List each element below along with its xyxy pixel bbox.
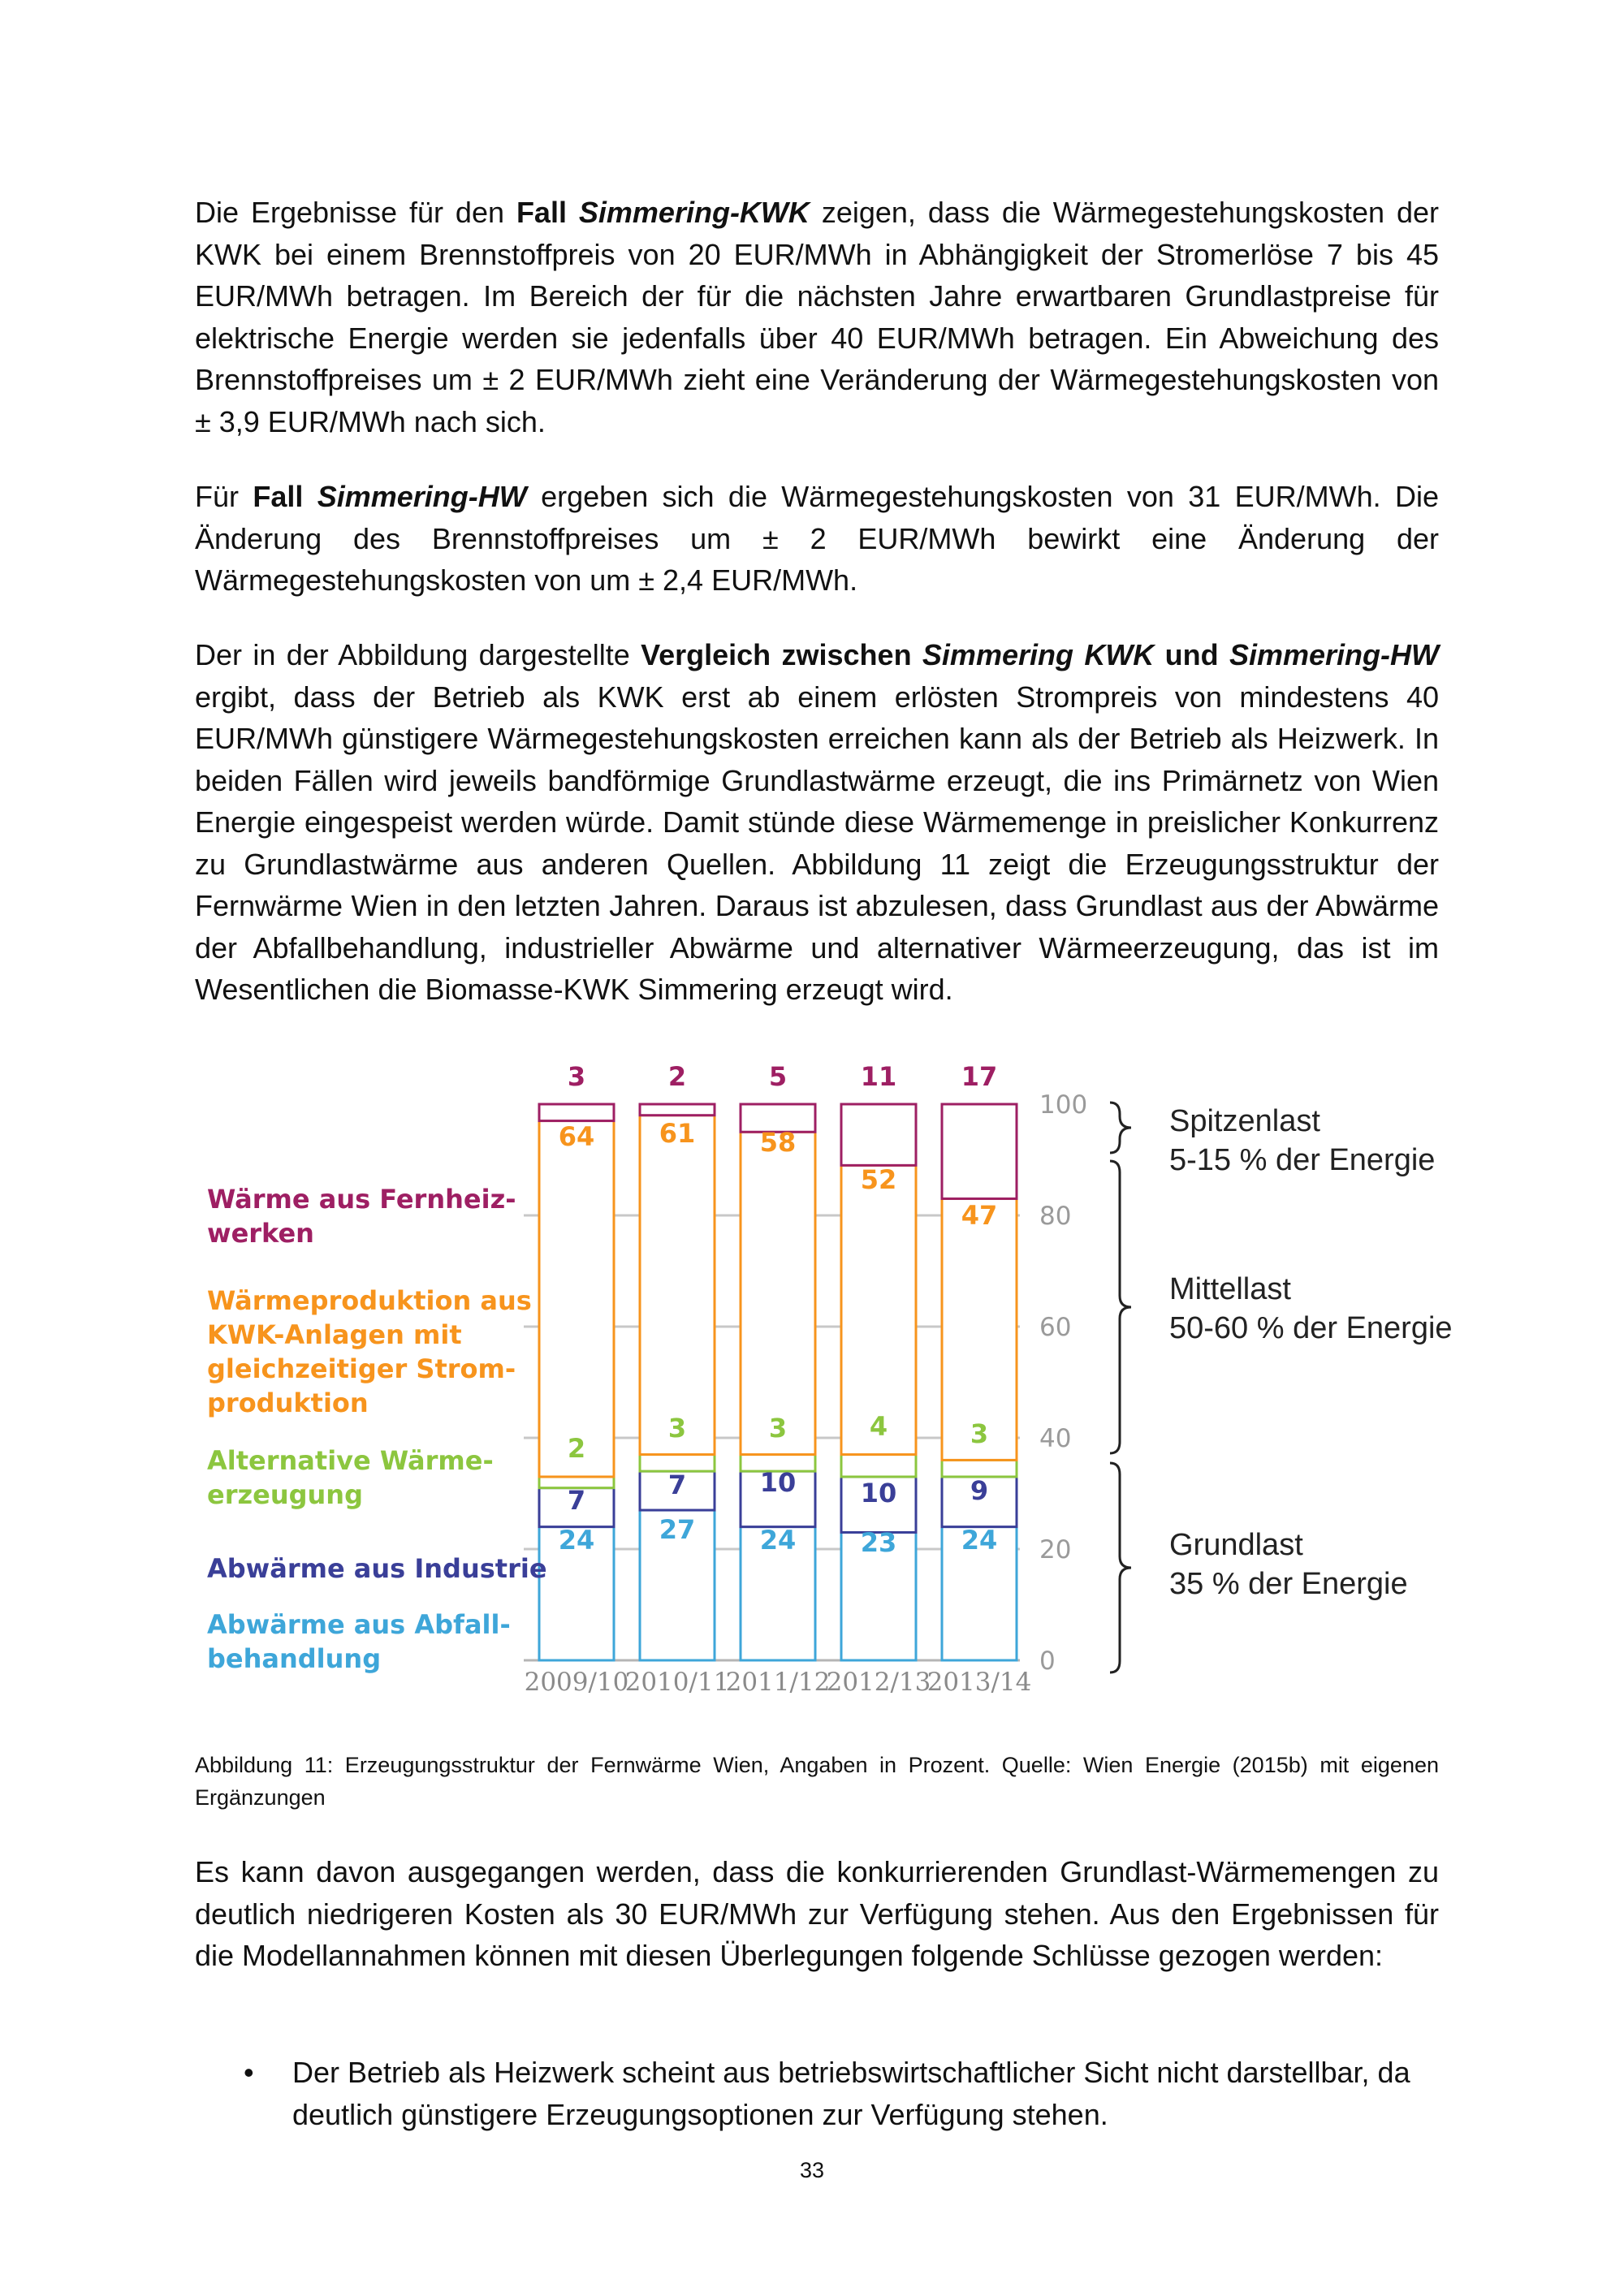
value-label: 23 <box>860 1527 897 1558</box>
legend-label: KWK-Anlagen mit <box>207 1319 462 1350</box>
brace-grundlast <box>1110 1463 1131 1672</box>
bar-segment <box>640 1104 715 1116</box>
value-label: 3 <box>667 1413 687 1444</box>
legend-label: Wärmeproduktion aus <box>207 1285 532 1316</box>
text: ergibt, dass der Betrieb als KWK erst ab einem erlösten Strompreis von mindestens 40 EUR/MWh günstigere Wärmegestehungskosten erreichen kann als der Betrieb als Heizwerk. In beiden Fällen wird jeweils bandförmige Grundlastwärme erzeugt, die ins Primärnetz von Wien Energie eingespeist werden würde. Damit stünde diese Wärmemenge in preislicher Konkurrenz zu Grundlastwärme aus anderen Quellen. Abbildung 11 zeigt die Erzeugungsstruktur der Fernwärme Wien in den letzten Jahren. Daraus ist abzulesen, dass Grundlast aus der Abwärme der Abfallbehandlung, industrieller Abwärme und alternativer Wärmeerzeugung, das ist im Wesentlichen die Biomasse-KWK Simmering erzeugt wird. <box>195 680 1439 1006</box>
legend-label: Wärme aus Fernheiz- <box>207 1184 516 1215</box>
value-label: 3 <box>970 1418 989 1449</box>
value-label: 2 <box>667 1061 687 1092</box>
value-label: 9 <box>970 1475 989 1506</box>
legend-label: Abwärme aus Abfall- <box>207 1609 511 1640</box>
annotation-title: Spitzenlast <box>1169 1104 1320 1138</box>
legend-label: produktion <box>207 1388 369 1418</box>
value-label: 47 <box>961 1200 998 1231</box>
text: Der in der Abbildung dargestellte <box>195 638 641 671</box>
bullet-text: Der Betrieb als Heizwerk scheint aus betriebswirtschaftlicher Sicht nicht darstellbar, da deutlich günstigere Erzeugungsoptionen zur Verfügung stehen. <box>292 2056 1410 2131</box>
x-tick-label: 2010/11 <box>624 1668 730 1697</box>
y-tick-label: 40 <box>1039 1424 1072 1453</box>
y-tick-label: 60 <box>1039 1313 1072 1342</box>
value-label: 2 <box>567 1433 586 1464</box>
legend-label: werken <box>207 1218 314 1249</box>
legend-label: Abwärme aus Industrie <box>207 1553 547 1584</box>
annotation-subtitle: 50-60 % der Energie <box>1169 1311 1453 1345</box>
braces <box>1110 1103 1453 1672</box>
value-label: 64 <box>558 1121 595 1152</box>
value-label: 5 <box>768 1061 788 1092</box>
page-number: 33 <box>799 2158 825 2182</box>
legend <box>207 1184 547 1674</box>
bold-italic-text: Simmering-HW <box>317 480 527 513</box>
annotation-title: Grundlast <box>1169 1528 1303 1562</box>
bar-segment <box>841 1104 916 1165</box>
legend-label: behandlung <box>207 1643 382 1674</box>
y-tick-label: 0 <box>1039 1646 1056 1676</box>
bold-text: Vergleich zwischen <box>641 638 922 671</box>
bar-segment <box>942 1104 1017 1198</box>
value-label: 24 <box>961 1525 998 1556</box>
text: zeigen, dass die Wärmegestehungskosten der KWK bei einem Brennstoffpreis von 20 EUR/MWh in Abhängigkeit der Stromerlöse 7 bis 45 EUR/MWh betragen. Im Bereich der für die nächsten Jahre erwartbaren Grundlastpreise für elektrische Energie werden sie jedenfalls über 40 EUR/MWh betragen. Ein Abweichung des Brennstoffpreises um ± 2 EUR/MWh zieht eine Veränderung der Wärmegestehungskosten von ± 3,9 EUR/MWh nach sich. <box>195 196 1439 438</box>
text: ergeben sich die Wärmegestehungskosten von 31 EUR/MWh. Die Änderung des Brennstoffpreises um ± 2 EUR/MWh bewirkt eine Änderung der Wärmegestehungskosten von um ± 2,4 EUR/MWh. <box>195 480 1440 597</box>
bold-text: Fall <box>516 196 579 229</box>
value-label: 61 <box>659 1118 696 1149</box>
brace-mittellast <box>1110 1161 1131 1453</box>
value-label: 52 <box>860 1164 897 1195</box>
text: Für <box>195 480 253 513</box>
x-tick-label: 2012/13 <box>826 1668 931 1697</box>
bold-italic-text: Simmering-KWK <box>578 196 810 229</box>
bar-segment <box>942 1460 1017 1477</box>
legend-label: erzeugung <box>207 1479 363 1510</box>
paragraph-conclusion: Es kann davon ausgegangen werden, dass die konkurrierenden Grundlast-Wärmemengen zu deutlich niedrigeren Kosten als 30 EUR/MWh zur Verfügung stehen. Aus den Ergebnissen für die Modellannahmen können mit diesen Überlegungen folgende Schlüsse gezogen werden: <box>195 1855 1439 1972</box>
bold-italic-text: Simmering KWK <box>922 638 1155 671</box>
bar-segment <box>841 1455 916 1477</box>
value-label: 24 <box>558 1525 595 1556</box>
value-label: 10 <box>860 1478 897 1508</box>
y-axis <box>1039 1090 1087 1676</box>
bar-segment <box>539 1121 614 1477</box>
x-axis <box>525 1668 1032 1697</box>
bold-italic-text: Simmering-HW <box>1229 638 1439 671</box>
annotation-subtitle: 5-15 % der Energie <box>1169 1143 1436 1177</box>
y-tick-label: 20 <box>1039 1535 1072 1564</box>
value-label: 7 <box>567 1485 586 1516</box>
value-label: 3 <box>567 1061 586 1092</box>
annotation-title: Mittellast <box>1169 1272 1291 1306</box>
annotation-subtitle: 35 % der Energie <box>1169 1567 1408 1601</box>
value-label: 3 <box>768 1413 788 1444</box>
value-label: 4 <box>869 1411 888 1442</box>
figure-caption: Abbildung 11: Erzeugungsstruktur der Fernwärme Wien, Angaben in Prozent. Quelle: Wien Energie (2015b) mit eigenen Ergänzungen <box>195 1753 1439 1810</box>
legend-label: Alternative Wärme- <box>207 1445 494 1476</box>
y-tick-label: 80 <box>1039 1202 1072 1231</box>
bold-text: Fall <box>253 480 317 513</box>
bar-segment <box>640 1116 715 1455</box>
brace-spitzenlast <box>1110 1103 1131 1153</box>
text: Die Ergebnisse für den <box>195 196 516 229</box>
x-tick-label: 2013/14 <box>926 1668 1032 1697</box>
bold-text: und <box>1154 638 1229 671</box>
bar-segment <box>539 1104 614 1121</box>
value-label: 27 <box>659 1514 696 1545</box>
value-label: 17 <box>961 1061 998 1092</box>
bar-segment <box>741 1132 815 1454</box>
value-label: 10 <box>759 1467 797 1498</box>
value-label: 24 <box>759 1525 797 1556</box>
bullet-marker: • <box>244 2056 254 2089</box>
value-label: 58 <box>759 1127 797 1158</box>
value-label: 7 <box>667 1470 687 1500</box>
x-tick-label: 2011/12 <box>725 1668 831 1697</box>
x-tick-label: 2009/10 <box>524 1668 629 1697</box>
bars <box>539 1104 1017 1660</box>
legend-label: gleichzeitiger Strom- <box>207 1353 516 1384</box>
y-tick-label: 100 <box>1039 1090 1088 1120</box>
value-label: 11 <box>860 1061 897 1092</box>
